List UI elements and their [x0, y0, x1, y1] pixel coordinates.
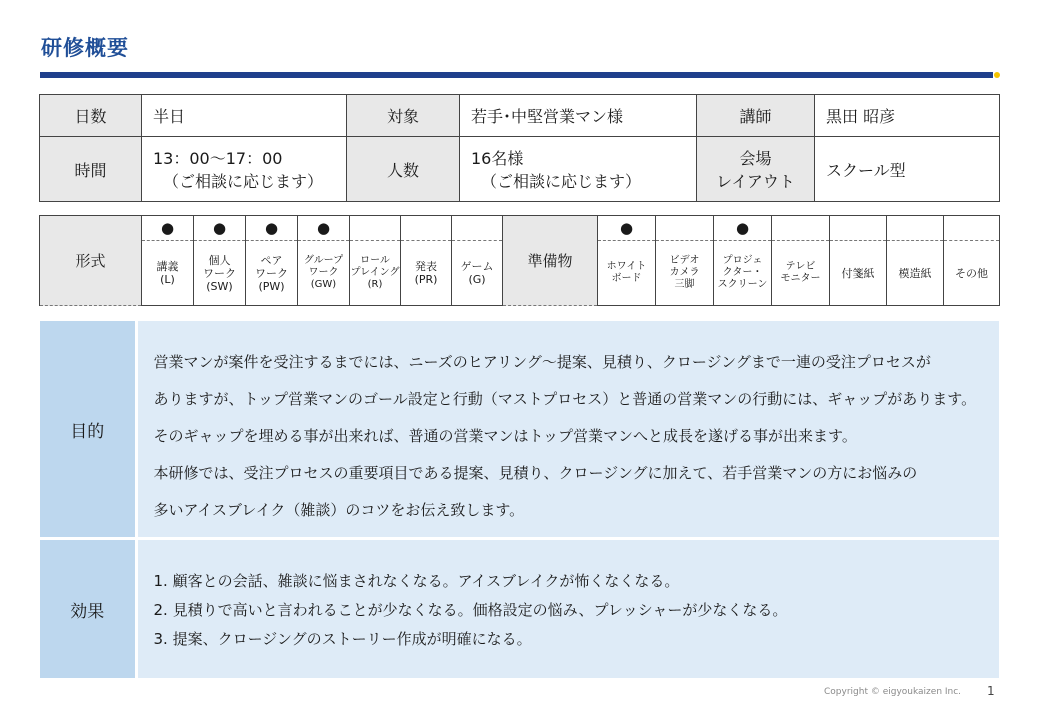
purpose-line: 本研修では、受注プロセスの重要項目である提案、見積り、クロージングに加えて、若手営業マンの方にお悩みの [153, 463, 918, 482]
format-role-play-line: (R) [367, 279, 383, 290]
format-group-work [298, 241, 350, 306]
equipment-projector-line: プロジェ [722, 255, 763, 266]
format-label: 形式 [40, 216, 142, 306]
effect-body [136, 539, 999, 679]
format-pair-work-line: ペア [260, 253, 283, 267]
equipment-other [944, 241, 1000, 306]
days-label: 日数 [40, 95, 142, 137]
format-presentation-line: (PR) [414, 273, 438, 286]
equipment-mark [772, 216, 830, 241]
instructor-value: 黒田 昭彦 [815, 95, 1000, 137]
equipment-mark [944, 216, 1000, 241]
equipment-sticky-notes-line: 付箋紙 [841, 266, 875, 280]
purpose-body [136, 321, 999, 539]
format-mark: ● [194, 216, 246, 241]
format-pair-work [246, 241, 298, 306]
equipment-video-camera [656, 241, 714, 306]
days-value: 半日 [142, 95, 347, 137]
format-pair-work-line: ワーク [255, 266, 288, 280]
equipment-whiteboard [598, 241, 656, 306]
format-presentation [401, 241, 452, 306]
effect-label: 効果 [40, 539, 136, 679]
title-accent-dot [994, 72, 1000, 78]
time-cell [142, 137, 347, 202]
format-solo-work-line: (SW) [206, 279, 233, 293]
people-label: 人数 [347, 137, 460, 202]
overview-table [39, 94, 1000, 202]
page-title: 研修概要 [41, 36, 129, 60]
purpose-effect-table [40, 321, 999, 678]
format-equipment-table [39, 215, 1000, 306]
purpose-line: 営業マンが案件を受注するまでには、ニーズのヒアリング～提案、見積り、クロージングまで一連の受注プロセスが [153, 352, 931, 371]
equipment-other-line: その他 [955, 266, 988, 280]
equipment-projector-line: スクリーン [717, 279, 768, 290]
format-game-line: ゲーム [460, 260, 494, 273]
purpose-line: 多いアイスブレイク（雑談）のコツをお伝え致します。 [153, 500, 525, 519]
format-role-play [350, 241, 401, 306]
equipment-mark: ● [714, 216, 772, 241]
instructor-label: 講師 [697, 95, 815, 137]
venue-label [697, 137, 815, 202]
format-lecture [142, 241, 194, 306]
venue-label-line-2: レイアウト [716, 172, 795, 191]
effect-list [138, 564, 1000, 654]
people-cell [460, 137, 697, 202]
time-label: 時間 [40, 137, 142, 202]
format-group-work-line: グループ [303, 255, 344, 266]
target-label: 対象 [347, 95, 460, 137]
venue-label-line-1: 会場 [739, 149, 772, 168]
equipment-tv-monitor-line: モニター [780, 273, 821, 284]
people-note: （ご相談に応じます） [481, 172, 642, 191]
overview-row-2 [40, 137, 1000, 202]
effect-item: 3. 提案、クロージングのストーリー作成が明確になる。 [153, 630, 532, 648]
format-mark [350, 216, 401, 241]
purpose-line: ありますが、トップ営業マンのゴール設定と行動（マストプロセス）と普通の営業マンの行動には、ギャップがあります。 [153, 389, 977, 408]
people-value: 16名様 [471, 149, 524, 168]
format-solo-work [194, 241, 246, 306]
overview-row-1 [40, 95, 1000, 137]
equipment-whiteboard-line: ボード [611, 273, 642, 284]
marks-row [40, 216, 1000, 241]
format-lecture-line: (L) [160, 273, 175, 286]
format-group-work-line: (GW) [310, 279, 337, 290]
target-value: 若手･中堅営業マン様 [460, 95, 697, 137]
title-underline [40, 72, 993, 78]
equipment-sticky-notes [830, 241, 887, 306]
time-value: 13：00～17：00 [153, 149, 283, 168]
equipment-mark [830, 216, 887, 241]
format-lecture-line: 講義 [156, 260, 179, 273]
format-mark: ● [142, 216, 194, 241]
purpose-line: そのギャップを埋める事が出来れば、普通の営業マンはトップ営業マンへと成長を遂げる事が出来ます。 [153, 426, 857, 445]
equipment-projector-line: クター・ [722, 267, 763, 278]
equipment-poster-paper-line: 模造紙 [898, 266, 932, 280]
format-game [452, 241, 503, 306]
format-mark [452, 216, 503, 241]
format-mark [401, 216, 452, 241]
equipment-tv-monitor [772, 241, 830, 306]
format-pair-work-line: (PW) [258, 279, 285, 293]
effect-row [40, 539, 999, 679]
format-solo-work-line: 個人 [208, 253, 231, 267]
format-role-play-line: プレイング [350, 267, 400, 278]
equipment-video-camera-line: ビデオ [669, 255, 700, 266]
equipment-mark: ● [598, 216, 656, 241]
format-mark: ● [246, 216, 298, 241]
format-presentation-line: 発表 [415, 260, 437, 273]
purpose-text [138, 330, 1000, 529]
equipment-poster-paper [887, 241, 944, 306]
format-mark: ● [298, 216, 350, 241]
format-role-play-line: ロール [360, 255, 390, 266]
effect-item: 2. 見積りで高いと言われることが少なくなる。価格設定の悩み、プレッシャーが少なくなる。 [153, 601, 788, 619]
format-game-line: (G) [468, 273, 486, 286]
page-number: 1 [987, 684, 995, 698]
copyright-text: Copyright © eigyoukaizen Inc. [824, 687, 962, 697]
equipment-video-camera-line: カメラ [669, 267, 700, 278]
equipment-whiteboard-line: ホワイト [606, 261, 647, 272]
equipment-mark [656, 216, 714, 241]
equipment-mark [887, 216, 944, 241]
venue-value: スクール型 [815, 137, 1000, 202]
equipment-label: 準備物 [503, 216, 598, 306]
format-solo-work-line: ワーク [203, 266, 236, 280]
equipment-tv-monitor-line: テレビ [785, 261, 816, 272]
equipment-projector [714, 241, 772, 306]
format-group-work-line: ワーク [308, 267, 339, 278]
time-note: （ご相談に応じます） [163, 172, 324, 191]
purpose-label: 目的 [40, 321, 136, 539]
equipment-video-camera-line: 三脚 [674, 279, 695, 290]
effect-item: 1. 顧客との会話、雑談に悩まされなくなる。アイスブレイクが怖くなくなる。 [153, 572, 680, 590]
purpose-row [40, 321, 999, 539]
